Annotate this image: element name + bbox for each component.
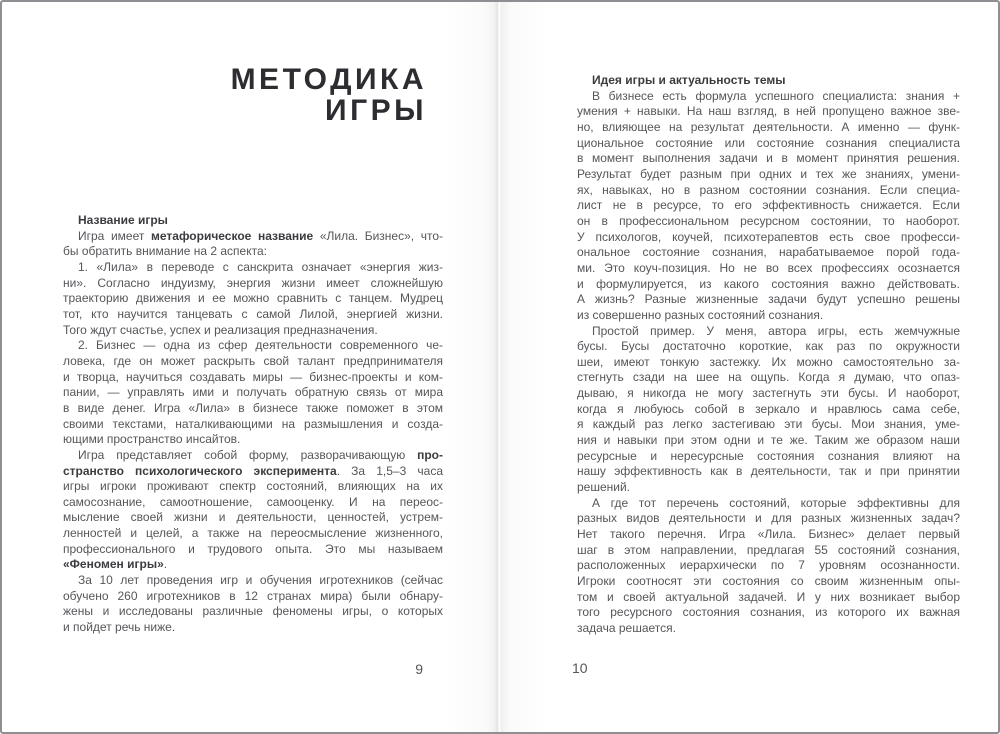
text-line: странство психологического эксперимента. За 1,5–3 часа [63,463,444,478]
text-line: обучено 260 игротехников в 12 странах мира) были обнару- [63,588,443,603]
paragraph [577,496,960,637]
chapter-title-line-2: ИГРЫ [325,94,427,127]
text-line: и формулируется, из какого состояния важно действовать. [577,276,960,291]
text-line: дываю, я никогда не могу застегнуть эти бусы. И наоборот, [577,386,960,401]
paragraph [63,338,443,448]
text-line: 2. Бизнес — одна из сфер деятельности современного че- [78,338,443,353]
text-line: том и своей актуальной задачей. И у них возникает выбор [577,589,960,604]
paragraph [577,89,960,324]
text-line: ющими пространство инсайтов. [63,432,241,447]
text-line: задача решается. [577,620,676,635]
text-line: решений. [577,480,631,495]
paragraph [63,229,443,260]
paragraph [63,260,443,338]
text-line: жены и исследованы различные феномены игры, о которых [63,604,443,619]
text-line: я каждый раз легко застегиваю эти бусы. Мои знания, уме- [577,417,960,432]
section-heading [577,73,960,89]
chapter-title-line-1: МЕТОДИКА [230,63,427,96]
text-line: ловека, где он может раскрыть свой талант предпринимателя [63,353,443,368]
text-line: в момент выполнения задачи и в момент принятия решения. [577,151,960,166]
paragraph [577,324,960,496]
page-number-right: 10 [572,660,588,676]
text-line: ни». Согласно индуизму, энергия жизни имеет сложнейшую [63,275,443,290]
text-line: Игра представляет собой форму, разворачивающую про- [78,447,443,462]
text-line: нашу эффективность как в деятельности, так и при принятии [577,464,960,479]
text-line: самосознание, самоотношение, самооценку. И на переос- [63,494,443,509]
text-line: циональное состояние или состояние сознания специалиста [577,135,960,150]
right-page-text [577,73,960,637]
text-line: ресурсные и нересурсные состояния сознания влияют на [577,448,960,463]
text-line: в виде денег. Игра «Лила» в бизнесе также поможет в этом [63,400,443,415]
chapter-title [63,64,427,126]
text-line: и пойдет речь ниже. [63,620,176,635]
text-line: разных видов деятельности и для разных жизненных задач? [577,511,960,526]
text-line: но, влияющее на результат деятельности. А именно — функ- [577,119,960,134]
text-line: ях, навыках, но в разном состоянии сознания. Если специа- [577,182,960,197]
text-line: пании, — управлять ими и получать обратную связь от мира [63,385,443,400]
page-gutter-shadow [445,2,550,732]
text-line: бусы. Бусы достаточно короткие, как раз по окружности [577,339,960,354]
text-line: лист не в ресурсе, то его эффективность снижается. Если [577,198,960,213]
left-page-text [63,213,443,636]
text-line: когда я любуюсь собой в зеркало и нравлюсь сама себе, [577,401,960,416]
text-line: своими текстами, наталкивающими на размышления и созда- [63,416,443,431]
text-line: Игроки соотносят эти состояния со своим жизненным опы- [577,574,960,588]
page-number-left: 9 [415,661,423,677]
paragraph [63,448,443,573]
text-line: Игра имеет метафорическое название «Лила. Бизнес», что- [78,228,443,243]
text-line: расположенных иерархически по 7 уровням осознанности. [577,558,960,573]
text-line: ленностей и целей, а также на переосмысление жизненного, [63,526,443,541]
text-line: Идея игры и актуальность темы [592,73,786,87]
text-line: Нет такого перечня. Игра «Лила. Бизнес» делает первый [577,527,960,542]
text-line: Результат будет разным при одних и тех же знаниях, умени- [577,166,960,181]
text-line: игры игроки проживают спектр состояний, влияющих на их [63,479,443,494]
text-line: стегнуть сзади на шее на ощупь. Когда я думаю, что опаз- [577,370,960,385]
text-line: А жизнь? Разные жизненные задачи будут успешно решены [577,292,960,307]
text-line: из совершенно разных состояний сознания. [577,307,824,322]
text-line: и творца, научиться создавать миры — бизнес-проекты и ком- [63,369,443,384]
text-line: умения + навыки. На наш взгляд, в ней пропущено важное зве- [577,104,960,119]
text-line: В бизнесе есть формула успешного специалиста: знания + [592,88,960,103]
text-line: траекторию движения и ее можно сравнить с танцем. Мудрец [63,291,443,306]
text-line: ональное состояние сознания, нарабатываемое порой года- [577,245,960,260]
text-line: тот, кто научится танцевать с самой Лилой, энергией жизни. [63,306,443,321]
text-line: А где тот перечень состояний, которые эффективны для [592,495,960,510]
text-line: За 10 лет проведения игр и обучения игротехников (сейчас [78,573,443,588]
text-line: бы обратить внимание на 2 аспекта: [63,244,267,259]
text-line: 1. «Лила» в переводе с санскрита означает «энергия жиз- [78,259,443,274]
text-line: того ресурсного состояния сознания, из которого их важная [577,605,960,620]
text-line: Простой пример. У меня, автора игры, есть жемчужные [592,323,960,338]
text-line: «Феномен игры». [63,557,168,572]
text-line: шаг в этом направлении, предлагая 55 состояний сознания, [577,542,960,557]
text-line: профессионального и трудового опыта. Это мы называем [63,541,443,556]
text-line: ния и навыки при этом одни и те же. Таким же образом наши [577,433,960,448]
text-line: мысление своей жизни и деятельности, ценностей, устрем- [63,510,443,525]
section-heading [63,213,443,229]
paragraph [63,573,443,636]
text-line: он в профессиональном ресурсном состоянии, то наоборот. [577,213,960,228]
text-line: ми. Это коуч-позиция. Но не во всех профессиях осознается [577,260,960,275]
text-line: Того ждут счастье, успех и реализация предназначения. [63,322,378,337]
text-line: Название игры [78,213,168,227]
text-line: У психологов, коучей, психотерапевтов есть свое професси- [577,229,960,244]
text-line: шеи, имеют тонкую застежку. Их можно самостоятельно за- [577,354,960,369]
